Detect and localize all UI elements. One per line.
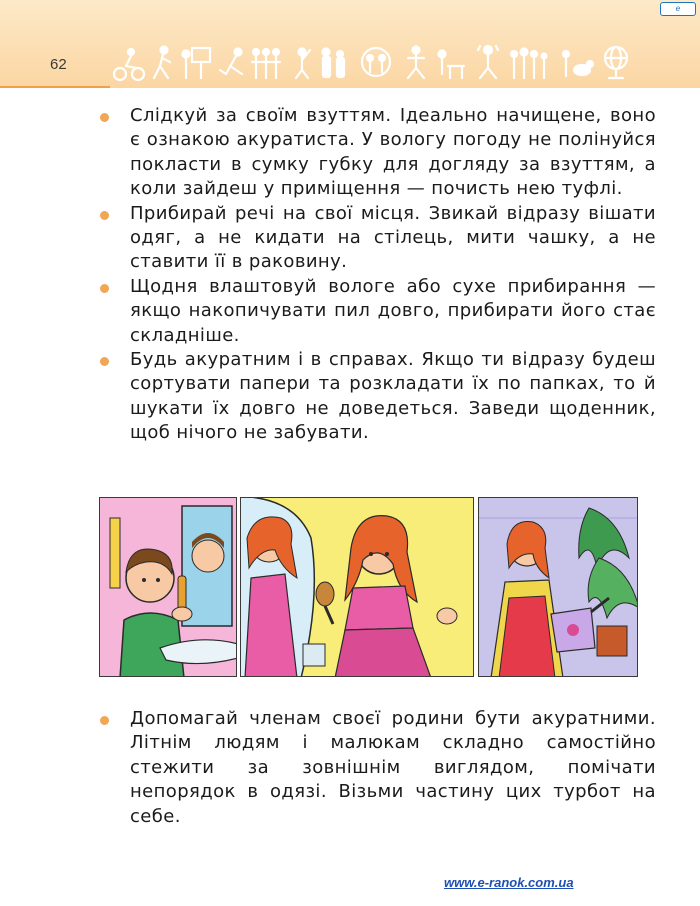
- bullet-dot-icon: [100, 716, 109, 725]
- family-icon: [323, 49, 345, 78]
- bullet-text: Допомагай членам своєї родини бути акуратними. Літнім людям і малюкам складно самостійно стежити за зовнішнім виглядом, помічати непорядок в одязі. Візьми частину цих турбот на себе.: [130, 708, 656, 827]
- teacher-board-icon: [183, 48, 211, 78]
- bullet-dot-icon: [100, 113, 109, 122]
- girl-watering-plant-illustration: [478, 497, 638, 677]
- pictogram-strip: [112, 44, 652, 84]
- stretching-icon: [408, 47, 424, 79]
- bullet-text: Щодня влаштовуй вологе або сухе прибирання — якщо накопичувати пил довго, прибирати його стає складніше.: [130, 275, 656, 346]
- page-header: [0, 0, 700, 88]
- bullet-text: Прибирай речі на свої місця. Звикай відразу вішати одяг, а не кидати на стілець, мити чашку, а не ставити її в раковину.: [130, 202, 656, 273]
- crowd-icon: [511, 49, 547, 79]
- cyclist-icon: [114, 49, 144, 80]
- girl-brushing-hair-illustration: [240, 497, 474, 677]
- list-item: [100, 202, 656, 275]
- footer-website-link[interactable]: www.e-ranok.com.ua: [444, 875, 574, 890]
- table-icon: [439, 51, 465, 79]
- bullet-text: Слідкуй за своїм взуттям. Ідеально начищене, воно є ознакою акуратиста. У вологу погоду не полінуйся покласти в сумку губку для догляду за взуттям, а коли зайдеш у приміщення — почисть нею туфлі.: [130, 105, 656, 200]
- bullet-dot-icon: [100, 284, 109, 293]
- list-item: [100, 707, 656, 829]
- bullet-dot-icon: [100, 357, 109, 366]
- group-icon: [252, 49, 280, 78]
- pet-icon: [563, 51, 593, 76]
- tips-list-bottom: [100, 707, 656, 829]
- list-item: [100, 275, 656, 348]
- publisher-logo: e: [660, 2, 696, 16]
- running-icon: [154, 47, 170, 79]
- tips-list-top: [100, 104, 656, 446]
- waving-icon: [296, 49, 310, 79]
- team-icon: [362, 48, 390, 76]
- list-item: [100, 104, 656, 202]
- globe-icon: [605, 47, 627, 78]
- boy-brushing-teeth-illustration: [99, 497, 237, 677]
- gymnast-icon: [220, 49, 242, 75]
- bullet-dot-icon: [100, 211, 109, 220]
- header-divider: [0, 86, 110, 88]
- dancing-icon: [478, 46, 498, 78]
- bullet-text: Будь акуратним і в справах. Якщо ти відразу будеш сортувати папери та розкладати їх по папках, то й шукати їх довго не доведеться. Заведи щоденник, щоб нічого не забувати.: [130, 349, 656, 444]
- list-item: [100, 348, 656, 446]
- page-number: 62: [50, 56, 67, 73]
